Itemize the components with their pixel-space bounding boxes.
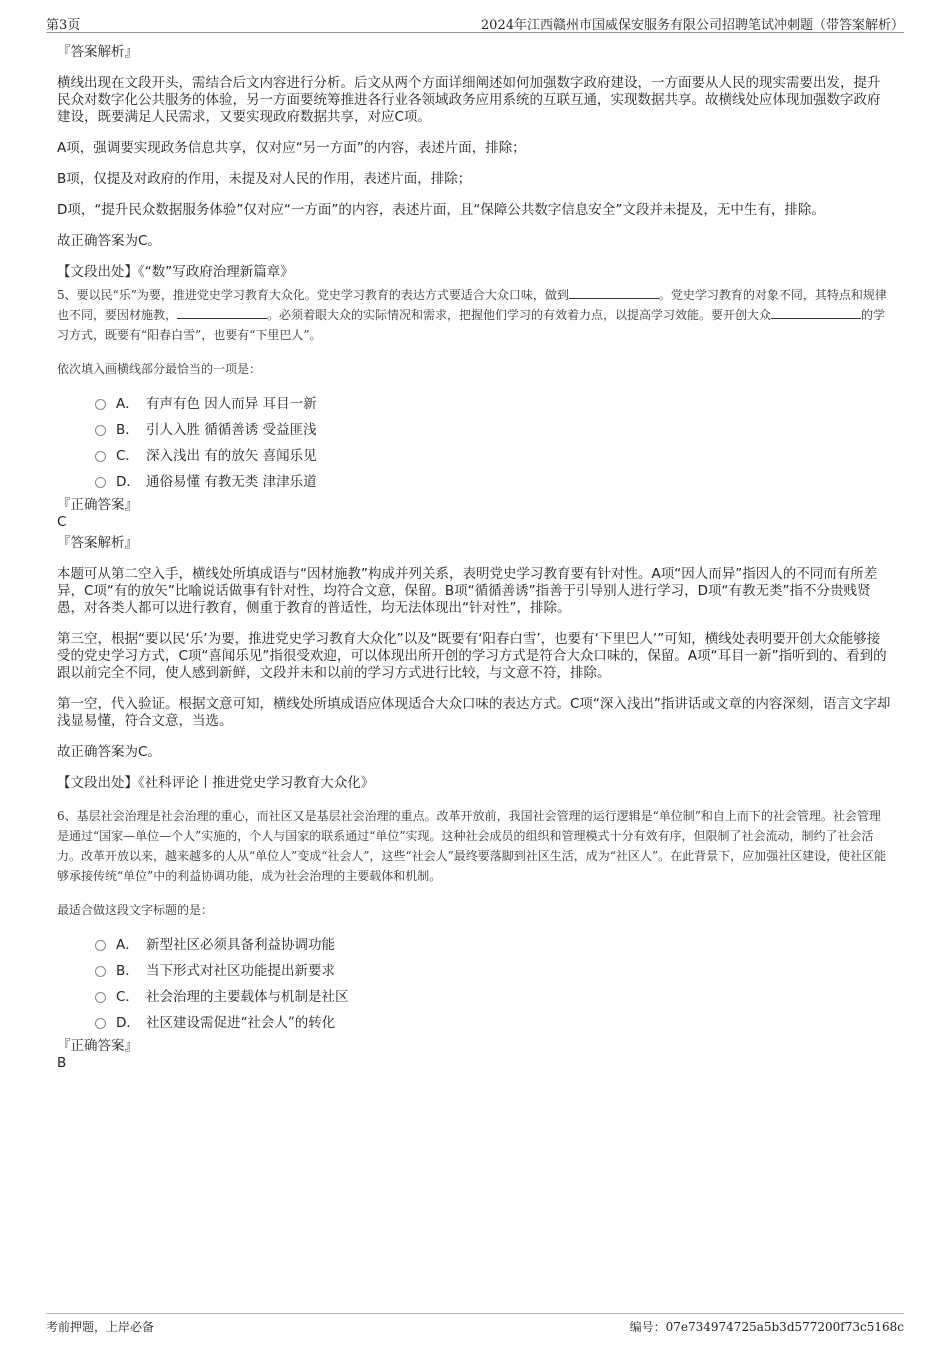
radio-icon[interactable] xyxy=(95,940,106,951)
question-prompt: 最适合做这段文字标题的是： xyxy=(57,903,214,917)
analysis-paragraph: B项，仅提及对政府的作用，未提及对人民的作用，表述片面，排除； xyxy=(57,171,472,187)
options-list xyxy=(95,930,892,1034)
page-header xyxy=(46,12,904,33)
answer-label: 『正确答案』 xyxy=(57,497,138,513)
question-prompt: 依次填入画横线部分最恰当的一项是： xyxy=(57,362,262,376)
answer-value: C xyxy=(57,514,67,530)
radio-icon[interactable] xyxy=(95,1018,106,1029)
conclusion: 故正确答案为C。 xyxy=(57,233,161,249)
footer-slogan: 考前押题，上岸必备 xyxy=(46,1320,155,1334)
document-code: 编号：07e734974725a5b3d577200f73c5168c xyxy=(629,1320,904,1334)
option-b[interactable]: B． 引人入胜 循循善诱 受益匪浅 xyxy=(95,415,892,441)
page-number: 第3页 xyxy=(46,18,81,33)
radio-icon[interactable] xyxy=(95,966,106,977)
question-stem: 5、要以民“乐”为要，推进党史学习教育大众化。党史学习教育的表达方式要适合大众口味，做到 。党史学习教育的对象不同，其特点和规律也不同，要因材施教， 。必须着眼大众的实际情况和需求，把握他们学习的有效着力点，以提高学习效能。要开创大众 的学习方式，既要有“阳春白雪”，也要有“下里巴人”。 xyxy=(57,285,892,345)
answer-value: B xyxy=(57,1055,67,1071)
radio-icon[interactable] xyxy=(95,399,106,410)
radio-icon[interactable] xyxy=(95,451,106,462)
document-title: 2024年江西赣州市国威保安服务有限公司招聘笔试冲刺题（带答案解析） xyxy=(480,18,904,33)
analysis-paragraph: 第三空，根据“要以民‘乐’为要，推进党史学习教育大众化”以及“既要有‘阳春白雪’，也要有‘下里巴人’”可知，横线处表明要开创大众能够接受的党史学习方式，C项“喜闻乐见”指很受欢迎，可以体现出所开创的学习方式是符合大众口味的，保留。A项“耳目一新”指听到的、看到的跟以前完全不同，使人感到新鲜，文段并未和以前的学习方式进行比较，与文意不符，排除。 xyxy=(57,631,887,681)
radio-icon[interactable] xyxy=(95,477,106,488)
analysis-paragraph: D项，“提升民众数据服务体验”仅对应“一方面”的内容，表述片面，且“保障公共数字信息安全”文段并未提及，无中生有，排除。 xyxy=(57,202,825,218)
analysis-label: 『答案解析』 xyxy=(57,44,138,60)
radio-icon[interactable] xyxy=(95,992,106,1003)
option-a[interactable]: A． 有声有色 因人而异 耳目一新 xyxy=(95,389,892,415)
options-list xyxy=(95,389,892,493)
analysis-label: 『答案解析』 xyxy=(57,535,138,551)
analysis-paragraph: 横线出现在文段开头，需结合后文内容进行分析。后文从两个方面详细阐述如何加强数字政府建设，一方面要从人民的现实需要出发，提升民众对数字化公共服务的体验，另一方面要统筹推进各行业各领域政务应用系统的互联互通，实现数据共享。故横线处应体现加强数字政府建设，既要满足人民需求，又要实现政府数据共享，对应C项。 xyxy=(57,75,881,125)
question-stem: 6、基层社会治理是社会治理的重心，而社区又是基层社会治理的重点。改革开放前，我国社会管理的运行逻辑是“单位制”和自上而下的社会管理。社会管理是通过“国家—单位—个人”实施的，个人与国家的联系通过“单位”实现。这种社会成员的组织和管理模式十分有效有序，但限制了社会流动，制约了社会活力。改革开放以来，越来越多的人从“单位人”变成“社会人”，这些“社会人”最终要落脚到社区生活，成为“社区人”。在此背景下，应加强社区建设，使社区能够承接传统“单位”中的利益协调功能，成为社会治理的主要载体和机制。 xyxy=(57,809,887,883)
answer-blank xyxy=(177,305,267,319)
answer-label: 『正确答案』 xyxy=(57,1038,138,1054)
option-d[interactable]: D． 社区建设需促进“社会人”的转化 xyxy=(95,1008,892,1034)
option-b[interactable]: B． 当下形式对社区功能提出新要求 xyxy=(95,956,892,982)
analysis-paragraph: 第一空，代入验证。根据文意可知，横线处所填成语应体现适合大众口味的表达方式。C项“深入浅出”指讲话或文章的内容深刻，语言文字却浅显易懂，符合文意，当选。 xyxy=(57,696,891,729)
answer-blank xyxy=(569,285,659,299)
radio-icon[interactable] xyxy=(95,425,106,436)
conclusion: 故正确答案为C。 xyxy=(57,744,161,760)
option-d[interactable]: D． 通俗易懂 有教无类 津津乐道 xyxy=(95,467,892,493)
answer-blank xyxy=(771,305,861,319)
analysis-paragraph: 本题可从第二空入手，横线处所填成语与“因材施教”构成并列关系，表明党史学习教育要有针对性。A项“因人而异”指因人的不同而有所差异，C项“有的放矢”比喻说话做事有针对性，均符合文意，保留。B项“循循善诱”指善于引导别人进行学习，D项“有教无类”指不分贵贱贤愚，对各类人都可以进行教育，侧重于教育的普适性，均无法体现出“针对性”，排除。 xyxy=(57,566,878,616)
page-footer xyxy=(46,1313,904,1336)
source: 【文段出处】《“数”写政府治理新篇章》 xyxy=(57,264,294,280)
source: 【文段出处】《社科评论丨推进党史学习教育大众化》 xyxy=(57,775,375,791)
analysis-paragraph: A项，强调要实现政务信息共享，仅对应“另一方面”的内容，表述片面，排除； xyxy=(57,140,526,156)
option-c[interactable]: C． 社会治理的主要载体与机制是社区 xyxy=(95,982,892,1008)
option-c[interactable]: C． 深入浅出 有的放矢 喜闻乐见 xyxy=(95,441,892,467)
page-content xyxy=(57,44,892,1072)
option-a[interactable]: A． 新型社区必须具备利益协调功能 xyxy=(95,930,892,956)
